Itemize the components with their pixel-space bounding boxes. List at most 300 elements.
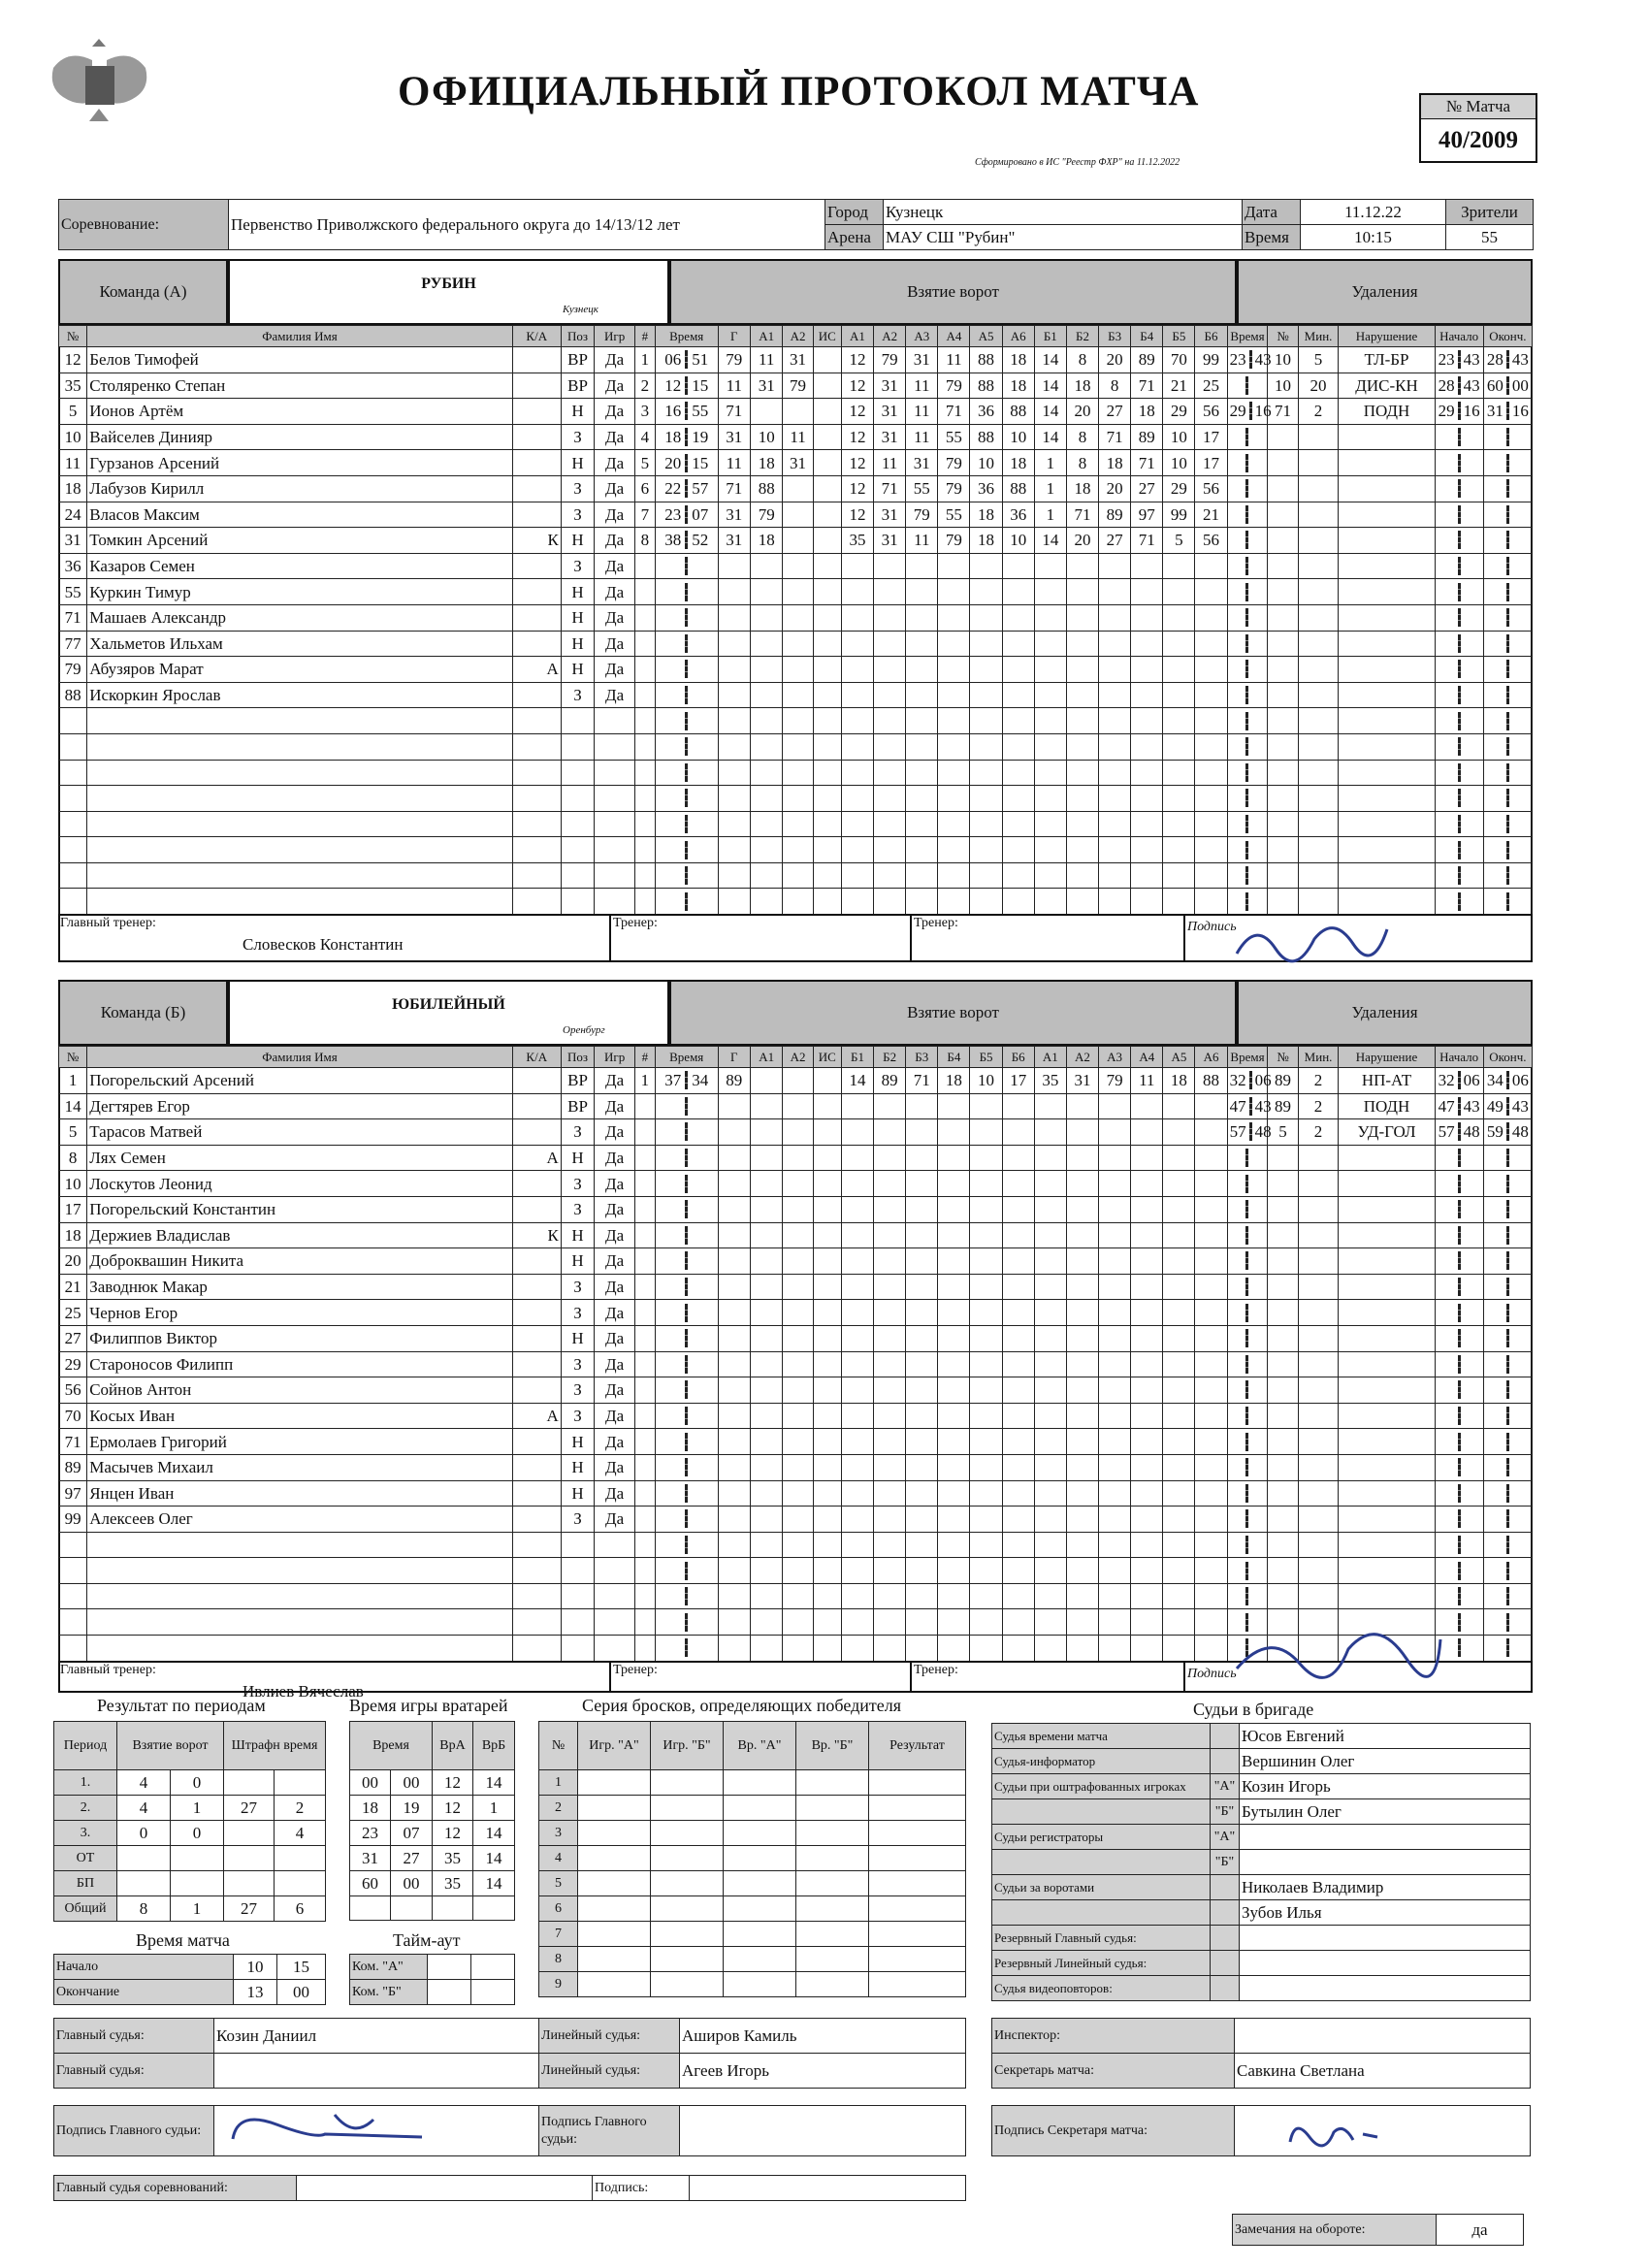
team_a-city: Кузнецк bbox=[563, 304, 598, 315]
team_a-goals-head-7: А2 bbox=[874, 326, 906, 347]
period-cell: ОТ bbox=[54, 1846, 117, 1871]
team_a-goal-time: 38 52 bbox=[655, 528, 718, 554]
team_a-roster-head-2: К/А bbox=[512, 326, 561, 347]
team_a-goal-cell: 31 bbox=[783, 347, 813, 373]
team_a-row bbox=[59, 631, 1533, 657]
shootout-row bbox=[539, 1947, 966, 1972]
team_b-goals-head-14: А3 bbox=[1099, 1047, 1131, 1068]
shootout-title: Серия бросков, определяющих победителя bbox=[582, 1696, 902, 1715]
team_a-goal-cell: 10 bbox=[1163, 424, 1195, 450]
team_a-player-cell: Хальметов Ильхам bbox=[87, 631, 512, 657]
team_a-pen-time: 23 43 bbox=[1227, 347, 1268, 373]
team_b-player-cell: Лях Семен bbox=[87, 1145, 512, 1171]
team_b-player-cell bbox=[512, 1377, 561, 1404]
line-ref-2: Агеев Игорь bbox=[680, 2054, 966, 2089]
team_b-row bbox=[59, 1300, 1533, 1326]
team_b-row bbox=[59, 1119, 1533, 1146]
team_a-label: Команда (А) bbox=[58, 259, 228, 325]
competition: Первенство Приволжского федерального округа до 14/13/12 лет bbox=[229, 200, 825, 250]
team_b-player-cell bbox=[512, 1454, 561, 1480]
goalie-cell: 14 bbox=[473, 1871, 515, 1896]
team_b-goals-head-7: Б2 bbox=[874, 1047, 906, 1068]
team_a-player-cell: 24 bbox=[59, 502, 87, 528]
team_b-goals-head-1: Время bbox=[655, 1047, 718, 1068]
team_a-goal-cell: 12 bbox=[841, 399, 873, 425]
goalie-cell: 23 bbox=[350, 1821, 391, 1846]
team_a-goals-head-3: А1 bbox=[750, 326, 782, 347]
team_a-row bbox=[59, 682, 1533, 708]
team_a-goal-time: 23 07 bbox=[655, 502, 718, 528]
remarks-table bbox=[1232, 2214, 1524, 2246]
period-cell bbox=[117, 1846, 171, 1871]
periods-title: Результат по периодам bbox=[97, 1696, 266, 1715]
team_b-goal-cell: 89 bbox=[874, 1068, 906, 1094]
spectators-label: Зрители bbox=[1446, 200, 1534, 225]
official-role bbox=[992, 1850, 1211, 1875]
team_a-goal-cell: 31 bbox=[906, 347, 938, 373]
team_a-player-cell: Да bbox=[595, 502, 635, 528]
team_b-goals-head-4: А2 bbox=[783, 1047, 813, 1068]
team_b-player-cell: Да bbox=[595, 1403, 635, 1429]
team_a-row bbox=[59, 553, 1533, 579]
team_a-goal-cell: 11 bbox=[906, 424, 938, 450]
team_b-player-cell: З bbox=[561, 1119, 594, 1146]
official-team bbox=[1211, 1976, 1240, 2001]
team_b-goal-cell: 89 bbox=[718, 1068, 750, 1094]
team_a-goal-cell: 21 bbox=[1163, 373, 1195, 399]
team_a-goal-cell: 36 bbox=[970, 475, 1002, 502]
spectators: 55 bbox=[1446, 225, 1534, 250]
team_b-player-cell: Косых Иван bbox=[87, 1403, 512, 1429]
official-role: Судьи при оштрафованных игроках bbox=[992, 1774, 1211, 1799]
team_b-player-cell: 17 bbox=[59, 1196, 87, 1222]
team_b-pen-head-2: Мин. bbox=[1298, 1047, 1339, 1068]
team_b-row bbox=[59, 1532, 1533, 1558]
team_b-goals-head-8: Б3 bbox=[906, 1047, 938, 1068]
team_a-player-cell: Да bbox=[595, 553, 635, 579]
goalie-cell: 31 bbox=[350, 1846, 391, 1871]
team_a-goal-cell: 8 bbox=[1066, 450, 1098, 476]
team_a-player-cell: Белов Тимофей bbox=[87, 347, 512, 373]
goalie-row bbox=[350, 1821, 515, 1846]
team_b-player-cell: А bbox=[512, 1145, 561, 1171]
period-cell: Общий bbox=[54, 1896, 117, 1922]
official-row bbox=[992, 1749, 1531, 1774]
team_b-pen-head-1: № bbox=[1268, 1047, 1298, 1068]
team_a-goal-cell bbox=[813, 399, 841, 425]
team_b-player-cell: Да bbox=[595, 1429, 635, 1455]
team_b-player-cell: Да bbox=[595, 1145, 635, 1171]
team_b-player-cell: Да bbox=[595, 1119, 635, 1146]
team_a-goal-cell: 79 bbox=[783, 373, 813, 399]
team_a-player-cell bbox=[512, 579, 561, 605]
team_b-player-cell: 1 bbox=[59, 1068, 87, 1094]
team_a-pen-end: 28 43 bbox=[1483, 347, 1532, 373]
team_a-player-cell: 10 bbox=[59, 424, 87, 450]
team_a-player-cell: Искоркин Ярослав bbox=[87, 682, 512, 708]
team_b-player-cell: Да bbox=[595, 1274, 635, 1300]
goalie-cell: 07 bbox=[391, 1821, 433, 1846]
team_a-goal-cell: 18 bbox=[1002, 347, 1034, 373]
match-start-m: 15 bbox=[277, 1955, 326, 1980]
official-name bbox=[1240, 1951, 1531, 1976]
team_b-goals-head-17: А6 bbox=[1195, 1047, 1227, 1068]
shootout-head-4: Вр. "Б" bbox=[796, 1722, 869, 1770]
team_a-player-cell: Да bbox=[595, 399, 635, 425]
team_a-goal-cell: 8 bbox=[1066, 424, 1098, 450]
team_a-player-cell: Власов Максим bbox=[87, 502, 512, 528]
team_a-goal-cell: 35 bbox=[841, 528, 873, 554]
team_a-goal-cell: 12 bbox=[841, 450, 873, 476]
goalie-cell: 60 bbox=[350, 1871, 391, 1896]
goalie-cell: 12 bbox=[433, 1796, 473, 1821]
team_a-goals-head-14: Б3 bbox=[1099, 326, 1131, 347]
team_a-goal-num: 5 bbox=[634, 450, 655, 476]
team_a-goal-cell: 31 bbox=[874, 502, 906, 528]
match-end-m: 00 bbox=[277, 1980, 326, 2005]
period-cell bbox=[275, 1770, 326, 1796]
team_b-pen-end: 49 43 bbox=[1483, 1093, 1532, 1119]
team_a-pen-head-4: Начало bbox=[1435, 326, 1483, 347]
team_a-goals-head-4: А2 bbox=[783, 326, 813, 347]
team_b-pen-time: 57 48 bbox=[1227, 1119, 1268, 1146]
team_a-goal-cell: 18 bbox=[1002, 450, 1034, 476]
inspector bbox=[1235, 2019, 1531, 2054]
team_b-player-cell: З bbox=[561, 1507, 594, 1533]
period-cell bbox=[224, 1871, 275, 1896]
team_a-pen-start: 29 16 bbox=[1435, 399, 1483, 425]
shootout-num: 9 bbox=[539, 1972, 578, 1997]
team_a-player-cell: Да bbox=[595, 347, 635, 373]
team_b-player-cell: Н bbox=[561, 1480, 594, 1507]
team_a-player-cell: З bbox=[561, 682, 594, 708]
team_a-pen-head-1: № bbox=[1268, 326, 1298, 347]
team_a-goal-cell bbox=[813, 424, 841, 450]
team_a-player-cell: ВР bbox=[561, 347, 594, 373]
team_a-goal-cell: 11 bbox=[718, 450, 750, 476]
team_b-pen-time: 47 43 bbox=[1227, 1093, 1268, 1119]
team_b-goal-cell: 10 bbox=[970, 1068, 1002, 1094]
shootout-row bbox=[539, 1821, 966, 1846]
team_b-player-cell: Да bbox=[595, 1248, 635, 1275]
team_a-player-cell bbox=[512, 373, 561, 399]
sign-main-ref-label: Подпись Главного судьи: bbox=[54, 2106, 214, 2156]
team_a-goals-title: Взятие ворот bbox=[669, 259, 1237, 325]
period-cell bbox=[224, 1821, 275, 1846]
team_b-player-cell bbox=[512, 1351, 561, 1377]
official-role: Судьи за воротами bbox=[992, 1875, 1211, 1900]
team_a-head-coach: Словесков Константин bbox=[242, 935, 404, 955]
team-a-section bbox=[58, 259, 1533, 962]
team_a-pen-time: 29 16 bbox=[1227, 399, 1268, 425]
goalie-head-0: Время bbox=[350, 1722, 433, 1770]
team_b-goal-cell: 14 bbox=[841, 1068, 873, 1094]
team_b-goal-cell: 31 bbox=[1066, 1068, 1098, 1094]
sign-secretary-label: Подпись Секретаря матча: bbox=[992, 2106, 1235, 2156]
goalie-cell: 12 bbox=[433, 1770, 473, 1796]
team_a-goal-cell: 89 bbox=[1131, 424, 1163, 450]
team_a-coach-label: Тренер: bbox=[613, 916, 658, 931]
team_b-player-cell: 97 bbox=[59, 1480, 87, 1507]
team_b-player-cell: Да bbox=[595, 1351, 635, 1377]
team_b-player-cell: Да bbox=[595, 1507, 635, 1533]
official-team: "А" bbox=[1211, 1774, 1240, 1799]
team_b-pen-start: 32 06 bbox=[1435, 1068, 1483, 1094]
goalie-cell: 1 bbox=[473, 1796, 515, 1821]
team_a-player-cell bbox=[512, 631, 561, 657]
team_a-player-cell bbox=[512, 347, 561, 373]
team_a-goal-cell: 88 bbox=[970, 373, 1002, 399]
team_a-player-cell: З bbox=[561, 553, 594, 579]
team_b-player-cell: 89 bbox=[59, 1454, 87, 1480]
officials-table bbox=[991, 1723, 1531, 2001]
team_a-player-cell: Н bbox=[561, 399, 594, 425]
time-label: Время bbox=[1243, 225, 1301, 250]
shootout-head-1: Игр. "А" bbox=[578, 1722, 651, 1770]
team_a-goal-cell: 31 bbox=[718, 502, 750, 528]
team_b-player-cell: З bbox=[561, 1403, 594, 1429]
team_b-player-cell: 14 bbox=[59, 1093, 87, 1119]
team_b-pen-num: 89 bbox=[1268, 1093, 1298, 1119]
team_a-goal-cell: 1 bbox=[1034, 450, 1066, 476]
team_b-goal-num: 1 bbox=[634, 1068, 655, 1094]
shootout-num: 7 bbox=[539, 1922, 578, 1947]
team_a-goal-num: 1 bbox=[634, 347, 655, 373]
team_b-player-cell: Н bbox=[561, 1325, 594, 1351]
team_b-goals-head-3: А1 bbox=[750, 1047, 782, 1068]
team_b-player-cell bbox=[512, 1274, 561, 1300]
arena: МАУ СШ "Рубин" bbox=[884, 225, 1243, 250]
team_b-player-cell: Да bbox=[595, 1196, 635, 1222]
team_a-goal-cell: 89 bbox=[1099, 502, 1131, 528]
official-role: Судья-информатор bbox=[992, 1749, 1211, 1774]
official-name bbox=[1240, 1825, 1531, 1850]
team_a-goal-cell: 14 bbox=[1034, 399, 1066, 425]
team_a-goal-num: 4 bbox=[634, 424, 655, 450]
team_b-player-cell: Заводнюк Макар bbox=[87, 1274, 512, 1300]
period-cell bbox=[224, 1770, 275, 1796]
team_a-goals-head-15: Б4 bbox=[1131, 326, 1163, 347]
team_a-goal-cell: 71 bbox=[718, 475, 750, 502]
team_a-player-cell bbox=[512, 424, 561, 450]
team_b-player-cell: З bbox=[561, 1274, 594, 1300]
team_a-goal-cell: 71 bbox=[718, 399, 750, 425]
main-ref-label: Главный судья: bbox=[54, 2019, 214, 2054]
period-cell: 2. bbox=[54, 1796, 117, 1821]
team_a-goal-num: 2 bbox=[634, 373, 655, 399]
team_a-goals-head-2: Г bbox=[718, 326, 750, 347]
team_a-player-cell: Томкин Арсений bbox=[87, 528, 512, 554]
team_a-player-cell: 11 bbox=[59, 450, 87, 476]
team_b-goals-head-0: # bbox=[634, 1047, 655, 1068]
team_a-goal-cell: 11 bbox=[906, 373, 938, 399]
team_a-goals-head-8: А3 bbox=[906, 326, 938, 347]
team_a-goal-cell: 89 bbox=[1131, 347, 1163, 373]
team_a-row bbox=[59, 579, 1533, 605]
goalie-cell: 18 bbox=[350, 1796, 391, 1821]
team_a-row bbox=[59, 862, 1533, 889]
team_b-player-cell: 21 bbox=[59, 1274, 87, 1300]
team_a-goal-cell: 12 bbox=[841, 502, 873, 528]
team_a-player-cell: Столяренко Степан bbox=[87, 373, 512, 399]
team_b-roster-head-0: № bbox=[59, 1047, 87, 1068]
sign-table bbox=[53, 2105, 966, 2156]
team_a-goal-cell: 12 bbox=[841, 373, 873, 399]
team_a-goal-time: 20 15 bbox=[655, 450, 718, 476]
team_b-player-cell: Н bbox=[561, 1222, 594, 1248]
team_a-goal-cell: 71 bbox=[1099, 424, 1131, 450]
team_a-pen-type: ТЛ-БР bbox=[1339, 347, 1435, 373]
team_a-roster-head-1: Фамилия Имя bbox=[87, 326, 512, 347]
team_a-row bbox=[59, 528, 1533, 554]
team_a-pen-head-2: Мин. bbox=[1298, 326, 1339, 347]
official-team bbox=[1211, 1951, 1240, 1976]
team_a-goal-cell: 31 bbox=[874, 399, 906, 425]
team_b-pen-time: 32 06 bbox=[1227, 1068, 1268, 1094]
team_b-player-cell: Н bbox=[561, 1145, 594, 1171]
team_b-goals-head-15: А4 bbox=[1131, 1047, 1163, 1068]
official-row bbox=[992, 1850, 1531, 1875]
team_b-player-cell: Н bbox=[561, 1429, 594, 1455]
team_b-player-cell: Филиппов Виктор bbox=[87, 1325, 512, 1351]
team_b-player-cell: Староносов Филипп bbox=[87, 1351, 512, 1377]
team_a-goal-cell: 55 bbox=[906, 475, 938, 502]
team_a-goal-cell: 11 bbox=[938, 347, 970, 373]
team_a-goal-cell: 17 bbox=[1195, 450, 1227, 476]
timeout-b-label: Ком. "Б" bbox=[350, 1980, 428, 2005]
team_a-goal-cell: 10 bbox=[750, 424, 782, 450]
team_a-goal-cell bbox=[813, 528, 841, 554]
shootout-row bbox=[539, 1871, 966, 1896]
team_a-goal-cell: 12 bbox=[841, 475, 873, 502]
team_a-goal-cell bbox=[783, 475, 813, 502]
team_a-goal-cell: 20 bbox=[1066, 528, 1098, 554]
team_b-player-cell: Масычев Михаил bbox=[87, 1454, 512, 1480]
team_a-goal-cell: 71 bbox=[1131, 528, 1163, 554]
official-role: Судья видеоповторов: bbox=[992, 1976, 1211, 2001]
period-cell: 0 bbox=[171, 1770, 224, 1796]
team_b-player-cell: Да bbox=[595, 1222, 635, 1248]
team_b-player-cell: Да bbox=[595, 1454, 635, 1480]
team_a-goal-cell: 71 bbox=[938, 399, 970, 425]
team_a-player-cell: Н bbox=[561, 579, 594, 605]
team_a-goals-head-6: А1 bbox=[841, 326, 873, 347]
team_b-city: Оренбург bbox=[563, 1024, 605, 1036]
period-cell: 1 bbox=[171, 1796, 224, 1821]
goalie-row bbox=[350, 1871, 515, 1896]
goalie-cell: 19 bbox=[391, 1796, 433, 1821]
team_b-player-cell: 70 bbox=[59, 1403, 87, 1429]
main-ref-label-2: Главный судья: bbox=[54, 2054, 214, 2089]
team_b-player-cell: Н bbox=[561, 1454, 594, 1480]
team_b-roster-head-2: К/А bbox=[512, 1047, 561, 1068]
team_b-goal-cell: 35 bbox=[1034, 1068, 1066, 1094]
team_b-player-cell: 8 bbox=[59, 1145, 87, 1171]
team_a-goal-cell: 79 bbox=[874, 347, 906, 373]
team_b-row bbox=[59, 1454, 1533, 1480]
team_b-player-cell bbox=[512, 1300, 561, 1326]
goalie-cell: 00 bbox=[350, 1770, 391, 1796]
team_a-player-cell: Да bbox=[595, 528, 635, 554]
timeout-title: Тайм-аут bbox=[393, 1930, 461, 1950]
shootout-head-3: Вр. "А" bbox=[724, 1722, 796, 1770]
team_b-pen-head-0: Время bbox=[1227, 1047, 1268, 1068]
team_a-goal-cell: 97 bbox=[1131, 502, 1163, 528]
team_a-goal-cell: 31 bbox=[750, 373, 782, 399]
team_a-goal-cell: 1 bbox=[1034, 502, 1066, 528]
period-cell: БП bbox=[54, 1871, 117, 1896]
team_a-goals-head-16: Б5 bbox=[1163, 326, 1195, 347]
period-cell: 1. bbox=[54, 1770, 117, 1796]
line-ref-label-2: Линейный судья: bbox=[539, 2054, 680, 2089]
comp-judge-label: Главный судья соревнований: bbox=[54, 2176, 297, 2201]
period-cell bbox=[275, 1846, 326, 1871]
team_a-row bbox=[59, 708, 1533, 734]
team_a-goal-cell: 71 bbox=[1131, 373, 1163, 399]
team_b-player-cell: Да bbox=[595, 1300, 635, 1326]
team_b-row bbox=[59, 1558, 1533, 1584]
secretary-sign-table bbox=[991, 2105, 1531, 2156]
officials-title: Судьи в бригаде bbox=[1193, 1700, 1314, 1719]
signature-a bbox=[1227, 910, 1392, 968]
period-row bbox=[54, 1871, 326, 1896]
team_a-goal-cell bbox=[783, 399, 813, 425]
shootout-head-5: Результат bbox=[869, 1722, 966, 1770]
team_a-pen-type: ПОДН bbox=[1339, 399, 1435, 425]
team_a-player-cell: 55 bbox=[59, 579, 87, 605]
team_a-goal-cell: 11 bbox=[874, 450, 906, 476]
team_a-player-cell: Да bbox=[595, 424, 635, 450]
team_a-goal-cell bbox=[783, 502, 813, 528]
team_a-penalties-title: Удаления bbox=[1237, 259, 1533, 325]
team_a-goal-cell: 14 bbox=[1034, 373, 1066, 399]
team_a-player-cell bbox=[512, 450, 561, 476]
team_a-goal-cell: 88 bbox=[1002, 475, 1034, 502]
period-row bbox=[54, 1770, 326, 1796]
period-cell bbox=[171, 1846, 224, 1871]
team_b-roster-head-3: Поз bbox=[561, 1047, 594, 1068]
team_a-pen-time bbox=[1227, 373, 1268, 399]
team_a-player-cell: Казаров Семен bbox=[87, 553, 512, 579]
team_b-pen-head-4: Начало bbox=[1435, 1047, 1483, 1068]
team_b-player-cell: З bbox=[561, 1351, 594, 1377]
team_a-player-cell bbox=[512, 682, 561, 708]
period-cell bbox=[171, 1871, 224, 1896]
official-team: "Б" bbox=[1211, 1799, 1240, 1825]
team_a-goal-num: 3 bbox=[634, 399, 655, 425]
period-cell: 1 bbox=[171, 1896, 224, 1922]
periods-head-2: Штрафн время bbox=[224, 1722, 326, 1770]
official-team bbox=[1211, 1724, 1240, 1749]
team_b-pen-min: 2 bbox=[1298, 1119, 1339, 1146]
shootout-row bbox=[539, 1796, 966, 1821]
team_a-player-cell: Машаев Александр bbox=[87, 604, 512, 631]
team_a-player-cell: З bbox=[561, 424, 594, 450]
team_a-pen-start: 23 43 bbox=[1435, 347, 1483, 373]
team_b-player-cell bbox=[512, 1093, 561, 1119]
team_b-player-cell: Да bbox=[595, 1480, 635, 1507]
team_b-row bbox=[59, 1377, 1533, 1404]
team_a-goal-cell: 18 bbox=[1131, 399, 1163, 425]
team_b-row bbox=[59, 1429, 1533, 1455]
team_b-row bbox=[59, 1325, 1533, 1351]
team_a-player-cell bbox=[512, 399, 561, 425]
team_b-pen-min: 2 bbox=[1298, 1093, 1339, 1119]
team_b-player-cell: Да bbox=[595, 1068, 635, 1094]
official-name: Николаев Владимир bbox=[1240, 1875, 1531, 1900]
team_b-player-cell: 29 bbox=[59, 1351, 87, 1377]
shootout-num: 3 bbox=[539, 1821, 578, 1846]
